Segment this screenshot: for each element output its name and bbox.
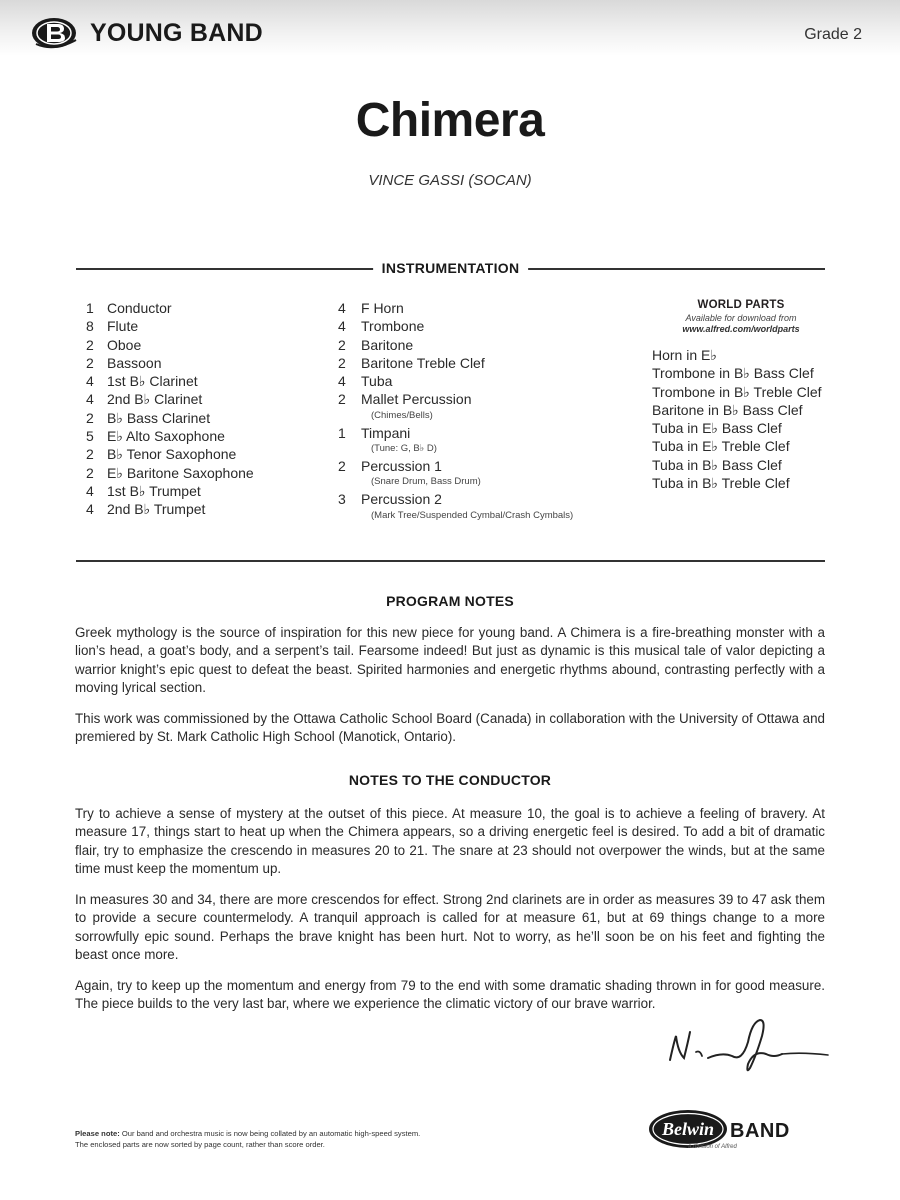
world-part-item: Tuba in E♭ Bass Clef (652, 420, 782, 437)
world-part-item: Tuba in E♭ Treble Clef (652, 438, 790, 455)
instrument-row: 2 B♭ Bass Clarinet (86, 409, 211, 426)
conductor-notes-heading: NOTES TO THE CONDUCTOR (348, 772, 552, 788)
instrument-row: 4 F Horn (338, 300, 404, 316)
series-brand (30, 14, 263, 52)
instrument-row: 4 2nd B♭ Trumpet (86, 501, 206, 518)
composer-signature-icon (662, 1012, 832, 1076)
instrument-row: 4 1st B♭ Trumpet (86, 482, 201, 499)
world-parts-list (652, 346, 830, 492)
instrumentation-bottom-rule (76, 560, 825, 562)
instrument-note: (Chimes/Bells) (371, 409, 433, 421)
belwin-band-word: BAND (730, 1120, 790, 1142)
world-part-item: Trombone in B♭ Bass Clef (652, 365, 814, 382)
instrument-row: 2 Percussion 1 (338, 458, 442, 475)
belwin-band-logo (648, 1108, 828, 1156)
instrument-row: 1 Conductor (86, 300, 172, 316)
world-parts-availability: Available for download from (685, 313, 797, 323)
world-parts-heading: WORLD PARTS (697, 299, 785, 311)
instrument-list-column-2 (338, 299, 573, 524)
instrument-row: 4 1st B♭ Clarinet (86, 373, 198, 390)
footnote-line-1: Our band and orchestra music is now being collated by an automatic high-speed system. (119, 1129, 421, 1138)
piece-title: Chimera (355, 94, 545, 147)
conductor-notes-paragraph-2: In measures 30 and 34, there are more crescendos for effect. Strong 2nd clarinets are in order as measures 39 to 47 ask them to provide a secure countermelody. A tranquil approach is called for at measure 61, but at 69 things change to a more sorrowfully epic sound. Perhaps the brave knight has been hurt. Not to worry, as he’ll soon be on his feet and fighting the beast once more. (75, 892, 825, 962)
instrumentation-rule (76, 262, 825, 276)
composer-name: VINCE GASSI (SOCAN) (368, 172, 532, 189)
instrument-row: 2 Mallet Percussion (338, 391, 472, 408)
program-notes-paragraph-1: Greek mythology is the source of inspiration for this new piece for young band. A Chimera is a fire-breathing monster with a lion’s head, a goat’s body, and a serpent’s tail. Fearsome indeed! But just as dynamic is this musical tale of valor depicting a warrior knight’s epic quest to defeat the beast. Spirited harmonies and energetic rhythms abound, contrasting perfectly with a moving lyrical section. (75, 625, 825, 695)
instrument-row: 3 Percussion 2 (338, 491, 442, 508)
program-notes-heading: PROGRAM NOTES (386, 593, 514, 609)
world-part-item: Tuba in B♭ Treble Clef (652, 475, 790, 492)
grade-label: Grade 2 (804, 26, 862, 43)
belwin-division-text: a division of Alfred (688, 1144, 737, 1150)
world-parts-url: www.alfred.com/worldparts (682, 324, 800, 334)
instrument-note: (Snare Drum, Bass Drum) (371, 476, 481, 488)
series-name: YOUNG BAND (90, 18, 263, 47)
world-part-item: Horn in E♭ (652, 347, 717, 363)
instrument-row: 1 Timpani (338, 424, 411, 441)
program-notes-paragraph-2: This work was commissioned by the Ottawa Catholic School Board (Canada) in collaboration with the University of Ottawa and premiered by St. Mark Catholic High School (Manotick, Ontario). (75, 711, 825, 745)
instrumentation-heading: INSTRUMENTATION (373, 260, 529, 276)
instrument-row: 4 2nd B♭ Clarinet (86, 391, 203, 408)
belwin-logo-text: Belwin (661, 1119, 715, 1139)
instrument-row: 2 Baritone (338, 336, 414, 353)
conductor-notes-paragraph-1: Try to achieve a sense of mystery at the outset of this piece. At measure 10, the goal is to achieve a feeling of bravery. At measure 17, things start to heat up when the Chimera appears, so a driving energetic feel is desired. To add a bit of dramatic flair, try to emphasize the crescendo in measures 20 to 21. The snare at 23 should not overpower the winds, but at the same time must keep the momentum up. (75, 806, 825, 876)
world-part-item: Baritone in B♭ Bass Clef (652, 401, 803, 418)
footnote-line-2: The enclosed parts are now sorted by page count, rather than score order. (75, 1140, 325, 1149)
world-part-item: Trombone in B♭ Treble Clef (652, 383, 822, 400)
instrument-row: 5 E♭ Alto Saxophone (86, 428, 225, 445)
instrument-list-column-1 (86, 299, 254, 519)
instrument-note: (Mark Tree/Suspended Cymbal/Crash Cymbals) (371, 509, 574, 521)
instrument-row: 2 B♭ Tenor Saxophone (86, 446, 237, 463)
instrument-row: 4 Tuba (338, 373, 393, 390)
world-parts-panel (652, 299, 830, 492)
instrument-row: 2 Oboe (86, 336, 142, 353)
instrument-row: 4 Trombone (338, 318, 425, 335)
instrument-row: 2 Baritone Treble Clef (338, 354, 485, 371)
instrument-row: 2 Bassoon (86, 354, 162, 371)
instrument-row: 2 E♭ Baritone Saxophone (86, 464, 254, 481)
footnote-label: Please note: (75, 1129, 120, 1138)
collation-footnote (75, 1128, 535, 1150)
instrument-note: (Tune: G, B♭ D) (371, 443, 437, 455)
young-band-logo-icon (30, 14, 84, 52)
world-part-item: Tuba in B♭ Bass Clef (652, 456, 782, 473)
instrument-row: 8 Flute (86, 318, 139, 335)
conductor-notes-paragraph-3: Again, try to keep up the momentum and energy from 79 to the end with some dramatic shading thrown in for good measure. The piece builds to the very last bar, where we experience the climatic victory of our brave warrior. (75, 978, 825, 1012)
